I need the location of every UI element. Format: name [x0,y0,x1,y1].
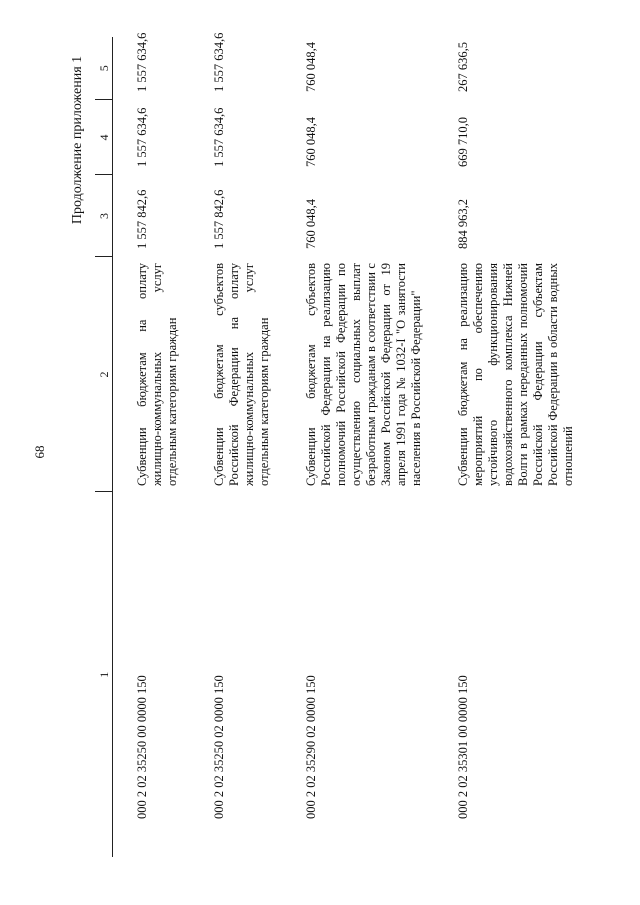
row-value-col4: 1 557 634,6 [135,107,149,167]
column-number-header [95,37,113,857]
header-col-2: 2 [95,257,113,492]
header-col-1: 1 [95,492,113,857]
rotated-table-sheet [95,32,615,857]
header-col-4: 4 [95,100,113,175]
row-name: Субвенции бюджетам на оплату жилищно-коммунальных услуг отдельным категориям граждан [135,263,179,486]
row-code: 000 2 02 35250 00 0000 150 [135,675,149,819]
table-row [113,37,191,857]
table-row [190,37,282,857]
row-name: Субвенции бюджетам субъектов Российской Федерации на реализацию полномочий Российской Федерации по осуществлению социальных выплат безработным гражданам в соответствии с Законом Российской Федерации от 19 апреля 1991 года № 1032-I "О занятости населения в Российской Федерации" [304,263,423,486]
row-value-col4: 1 557 634,6 [212,107,226,167]
row-name: Субвенции бюджетам на реализацию мероприятий по обеспечению устойчивого функционирования водохозяйственного комплекса Нижней Волги в рамках переданных полномочий Российской Федерации субъектам Российской Федерации в области водных отношений [456,263,575,486]
row-value-col3: 1 557 842,6 [212,189,226,249]
row-value-col5: 267 636,5 [456,42,470,92]
row-code: 000 2 02 35250 02 0000 150 [212,675,226,819]
row-code: 000 2 02 35290 02 0000 150 [304,675,318,819]
budget-table [95,32,586,857]
row-value-col4: 760 048,4 [304,117,318,167]
row-value-col4: 669 710,0 [456,117,470,167]
table-row [282,37,434,857]
row-value-col3: 1 557 842,6 [135,189,149,249]
row-value-col5: 1 557 634,6 [135,32,149,92]
header-col-3: 3 [95,175,113,257]
table-row [434,37,586,857]
row-code: 000 2 02 35301 00 0000 150 [456,675,470,819]
row-name: Субвенции бюджетам субъектов Российской Федерации на оплату жилищно-коммунальных услуг отдельным категориям граждан [212,263,271,486]
row-value-col5: 1 557 634,6 [212,32,226,92]
page-number: 68 [32,445,47,459]
row-value-col3: 760 048,4 [304,199,318,249]
row-value-col3: 884 963,2 [456,199,470,249]
header-col-5: 5 [95,37,113,100]
continuation-label: Продолжение приложения 1 [70,55,85,225]
row-value-col5: 760 048,4 [304,42,318,92]
